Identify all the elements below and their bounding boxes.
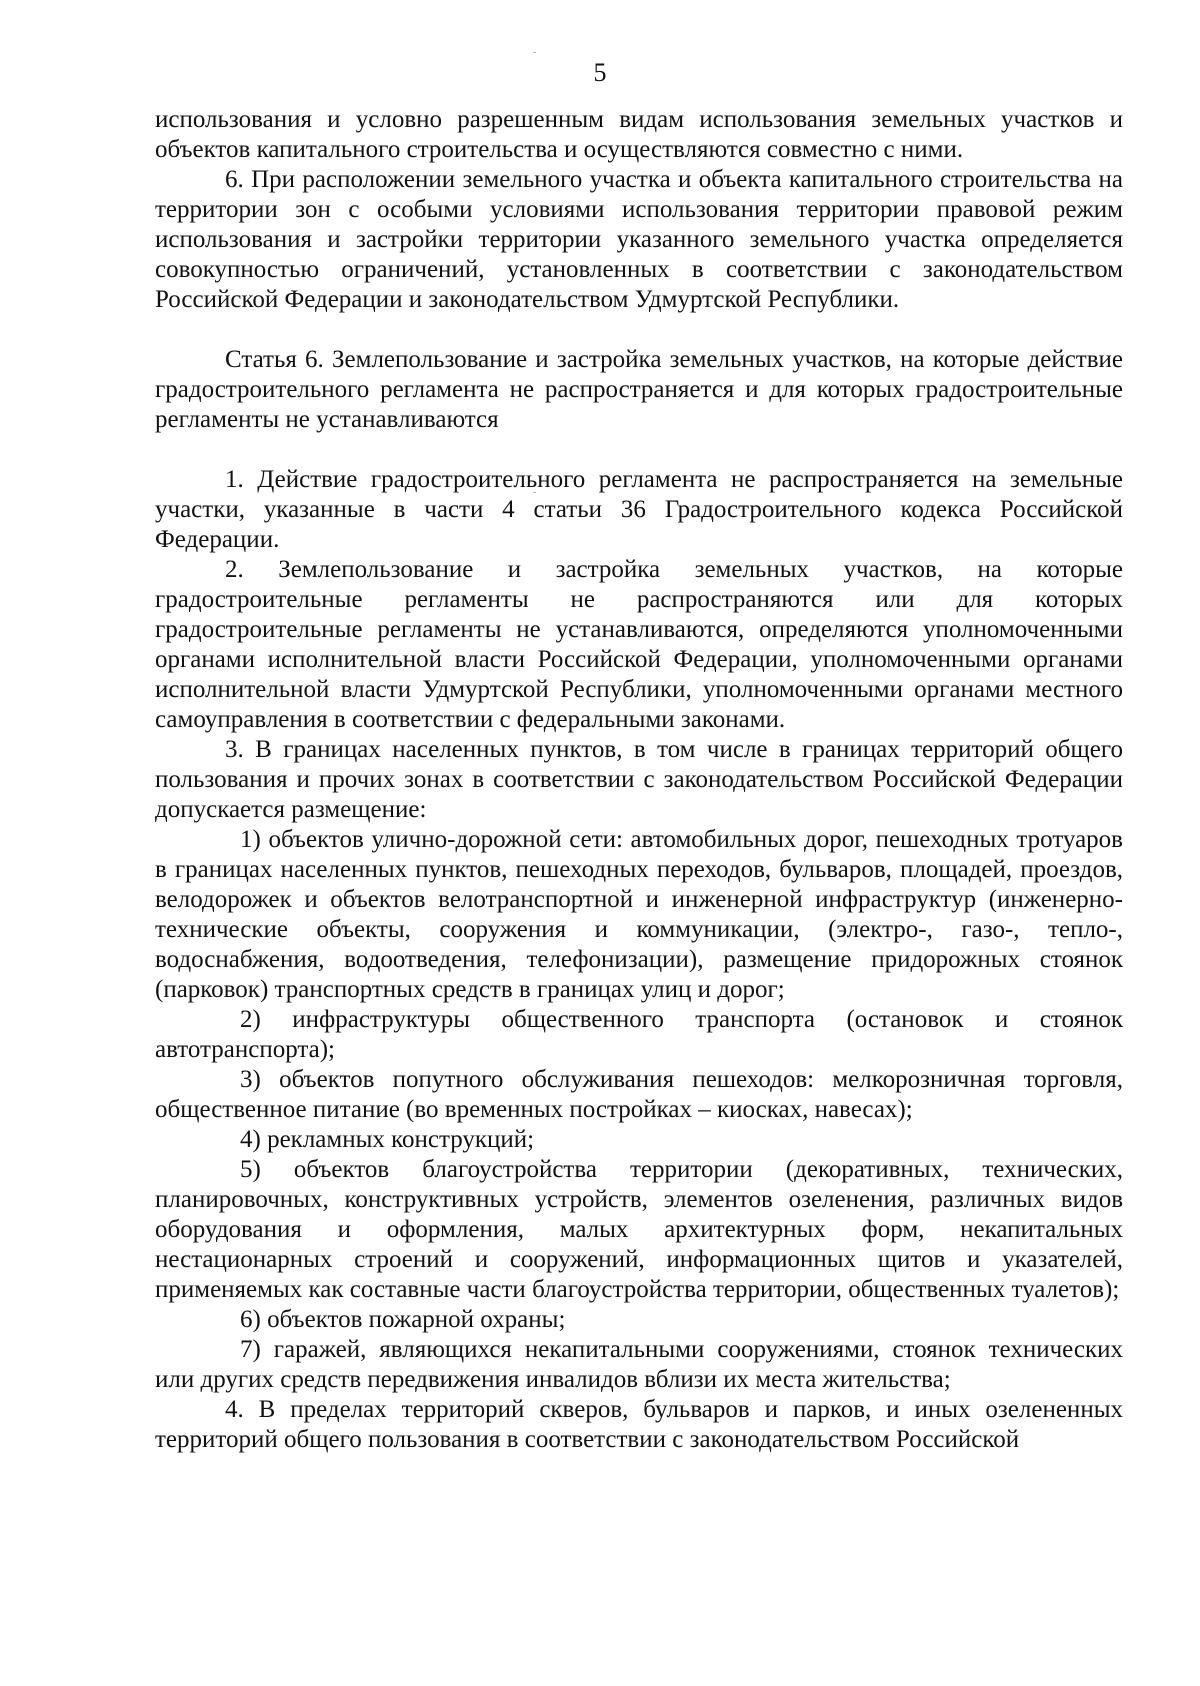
document-body [155, 105, 1123, 1455]
paragraph-continuation: использования и условно разрешенным видам использования земельных участков и объектов капитального строительства и осуществляются совместно с ними. [155, 106, 1123, 163]
list-item-7: 7) гаражей, являющихся некапитальными сооружениями, стоянок технических или других средств передвижения инвалидов вблизи их места жительства; [155, 1336, 1123, 1393]
paragraph-2: 2. Землепользование и застройка земельных участков, на которые градостроительные регламенты не распространяются или для которых градостроительные регламенты не устанавливаются, определяются уполномоченными органами исполнительной власти Российской Федерации, уполномоченными органами исполнительной власти Удмуртской Республики, уполномоченными органами местного самоуправления в соответствии с федеральными законами. [155, 556, 1123, 733]
paragraph-3: 3. В границах населенных пунктов, в том числе в границах территорий общего пользования и прочих зонах в соответствии с законодательством Российской Федерации допускается размещение: [155, 736, 1123, 823]
scan-speck [533, 52, 536, 53]
paragraph-1: 1. Действие градостроительного регламента не распространяется на земельные участки, указанные в части 4 статьи 36 Градостроительного кодекса Российской Федерации. [155, 466, 1123, 553]
list-item-5: 5) объектов благоустройства территории (декоративных, технических, планировочных, конструктивных устройств, элементов озеленения, различных видов оборудования и оформления, малых архитектурных форм, некапитальных нестационарных строений и сооружений, информационных щитов и указателей, применяемых как составные части благоустройства территории, общественных туалетов); [155, 1156, 1123, 1303]
page-number: 5 [593, 58, 607, 87]
list-item-3: 3) объектов попутного обслуживания пешеходов: мелкорозничная торговля, общественное питание (во временных постройках – киосках, навесах); [155, 1066, 1123, 1123]
list-item-1: 1) объектов улично-дорожной сети: автомобильных дорог, пешеходных тротуаров в границах населенных пунктов, пешеходных переходов, бульваров, площадей, проездов, велодорожек и объектов велотранспортной и инженерной инфраструктур (инженерно-технические объекты, сооружения и коммуникации, (электро-, газо-, тепло-, водоснабжения, водоотведения, телефонизации), размещение придорожных стоянок (парковок) транспортных средств в границах улиц и дорог; [155, 826, 1123, 1003]
list-item-4: 4) рекламных конструкций; [240, 1126, 535, 1153]
list-item-6: 6) объектов пожарной охраны; [240, 1306, 566, 1333]
list-item-2: 2) инфраструктуры общественного транспорта (остановок и стоянок автотранспорта); [155, 1006, 1123, 1063]
paragraph-4: 4. В пределах территорий скверов, бульваров и парков, и иных озелененных территорий общего пользования в соответствии с законодательством Российской [155, 1396, 1123, 1453]
paragraph-6: 6. При расположении земельного участка и объекта капитального строительства на территории зон с особыми условиями использования территории правовой режим использования и застройки территории указанного земельного участка определяется совокупностью ограничений, установленных в соответствии с законодательством Российской Федерации и законодательством Удмуртской Республики. [155, 166, 1123, 313]
article-6-heading: Статья 6. Землепользование и застройка земельных участков, на которые действие градостроительного регламента не распространяется и для которых градостроительные регламенты не устанавливаются [155, 346, 1123, 433]
